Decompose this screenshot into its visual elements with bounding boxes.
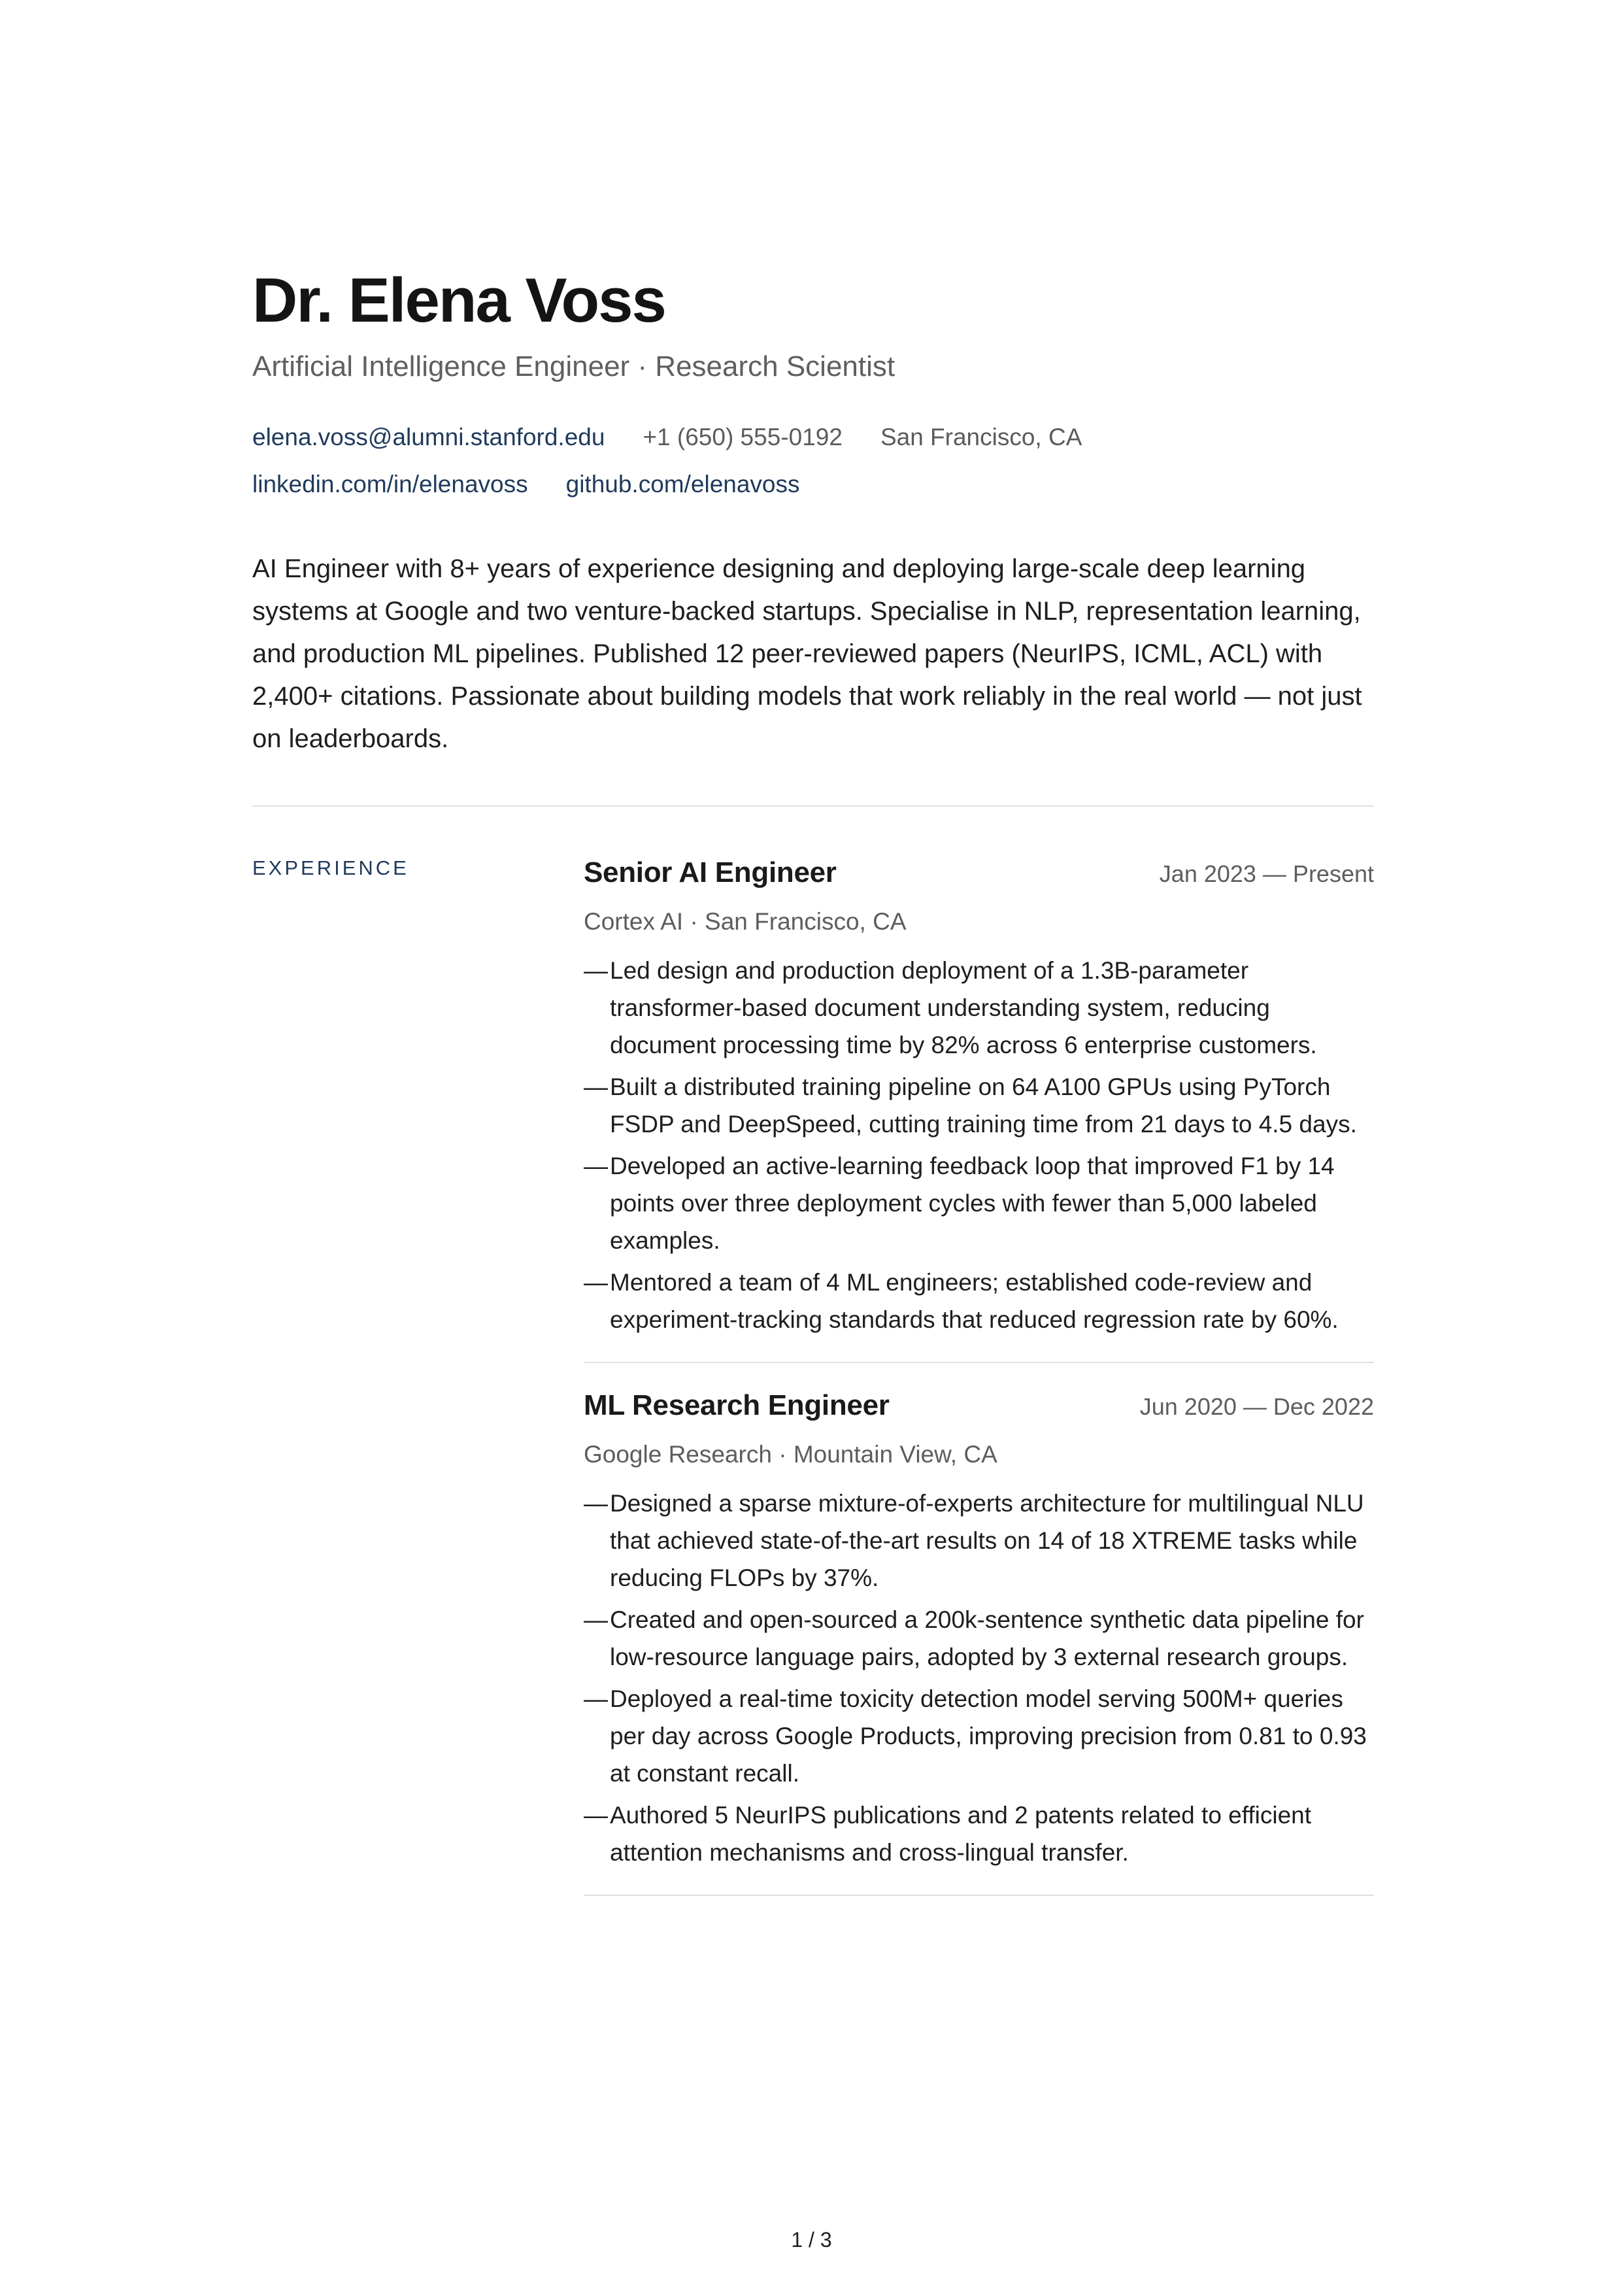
bullet-text: Deployed a real-time toxicity detection model serving 500M+ queries per day across Google Products, improving precision from 0.81 to 0.93 at constant recall. — [610, 1685, 1367, 1787]
job-bullets — [584, 1485, 1374, 1871]
bullet-item — [584, 1264, 1374, 1338]
bullet-text: Led design and production deployment of a 1.3B-parameter transformer-based document understanding system, reducing document processing time by 82% across 6 enterprise customers. — [610, 957, 1317, 1058]
bullet-item — [584, 1147, 1374, 1259]
dash-icon: — — [584, 1269, 608, 1296]
bullet-item — [584, 1068, 1374, 1143]
dash-icon: — — [584, 1802, 608, 1829]
page-number: 1 / 3 — [791, 2228, 832, 2252]
dash-icon: — — [584, 1685, 608, 1712]
job-header — [584, 1389, 1374, 1435]
candidate-subtitle: Artificial Intelligence Engineer · Research Scientist — [252, 350, 895, 382]
bullet-item — [584, 1680, 1374, 1792]
bullet-text: Created and open-sourced a 200k-sentence synthetic data pipeline for low-resource language pairs, adopted by 3 external research groups. — [610, 1606, 1364, 1670]
resume-header — [252, 258, 1374, 508]
bullet-text: Mentored a team of 4 ML engineers; established code-review and experiment-tracking standards that reduced regression rate by 60%. — [610, 1269, 1339, 1333]
experience-section-label: EXPERIENCE — [252, 856, 409, 879]
bullet-item — [584, 1601, 1374, 1676]
section-divider — [252, 805, 1374, 807]
dash-icon: — — [584, 1606, 608, 1633]
job-dates: Jun 2020 — Dec 2022 — [1139, 1393, 1374, 1420]
dash-icon: — — [584, 1153, 608, 1179]
contact-row-primary — [252, 414, 1374, 461]
contact-row-links — [252, 461, 1374, 508]
candidate-name: Dr. Elena Voss — [252, 265, 665, 335]
bullet-item — [584, 1797, 1374, 1871]
bullet-item — [584, 1485, 1374, 1596]
email-link[interactable]: elena.voss@alumni.stanford.edu — [252, 424, 605, 450]
job-divider — [584, 1895, 1374, 1896]
job-entry — [584, 1389, 1374, 1896]
phone-number: +1 (650) 555-0192 — [643, 424, 843, 450]
job-divider — [584, 1362, 1374, 1363]
job-header — [584, 856, 1374, 902]
job-dates: Jan 2023 — Present — [1159, 860, 1374, 887]
contact-info — [252, 414, 1374, 508]
bullet-text: Designed a sparse mixture-of-experts architecture for multilingual NLU that achieved state-of-the-art results on 14 of 18 XTREME tasks while reducing FLOPs by 37%. — [610, 1490, 1364, 1591]
job-bullets — [584, 952, 1374, 1338]
job-entry — [584, 856, 1374, 1363]
dash-icon: — — [584, 1073, 608, 1100]
bullet-text: Authored 5 NeurIPS publications and 2 patents related to efficient attention mechanisms and cross-lingual transfer. — [610, 1802, 1312, 1866]
experience-list — [584, 856, 1374, 1896]
job-title: Senior AI Engineer — [584, 856, 837, 888]
job-organization: Google Research · Mountain View, CA — [584, 1441, 997, 1468]
dash-icon: — — [584, 957, 608, 984]
professional-summary: AI Engineer with 8+ years of experience designing and deploying large-scale deep learning systems at Google and two venture-backed startups. Specialise in NLP, representation learning, and production ML pipelines. Published 12 peer-reviewed papers (NeurIPS, ICML, ACL) with 2,400+ citations. Passionate about building models that work reliably in the real world — not just on leaderboards. — [252, 554, 1362, 753]
github-link[interactable]: github.com/elenavoss — [565, 471, 800, 498]
dash-icon: — — [584, 1490, 608, 1517]
job-organization: Cortex AI · San Francisco, CA — [584, 908, 907, 935]
linkedin-link[interactable]: linkedin.com/in/elenavoss — [252, 471, 528, 498]
location-text: San Francisco, CA — [880, 424, 1082, 450]
job-title: ML Research Engineer — [584, 1389, 890, 1421]
bullet-text: Developed an active-learning feedback loop that improved F1 by 14 points over three deployment cycles with fewer than 5,000 labeled examples. — [610, 1153, 1335, 1254]
bullet-text: Built a distributed training pipeline on 64 A100 GPUs using PyTorch FSDP and DeepSpeed, cutting training time from 21 days to 4.5 days. — [610, 1073, 1357, 1138]
bullet-item — [584, 952, 1374, 1064]
